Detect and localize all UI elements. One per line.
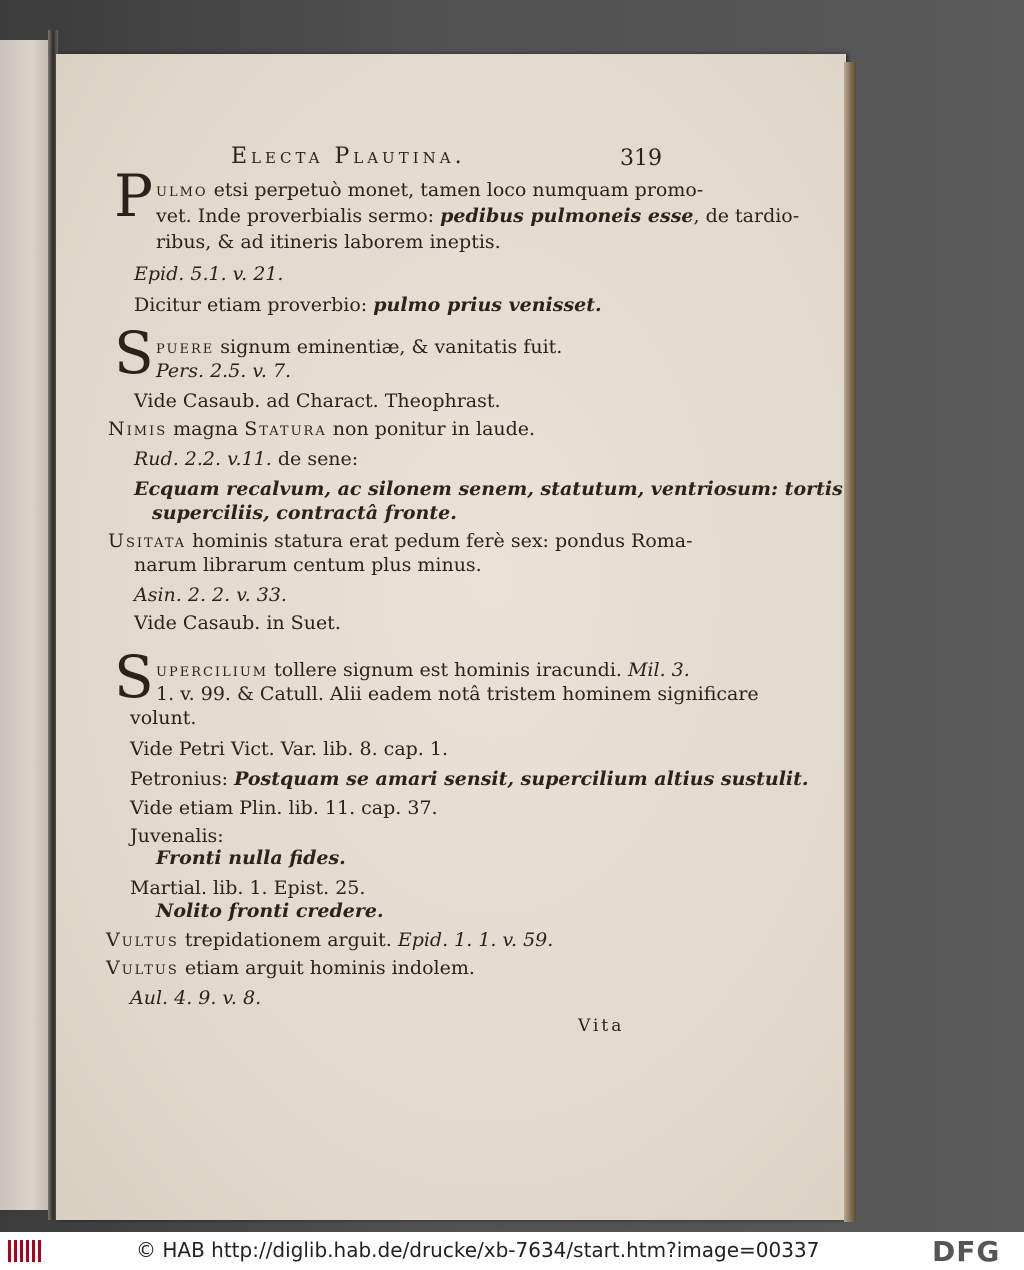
citation: Rud. 2.2. v.11. bbox=[134, 448, 272, 470]
running-head: Electa Plautina. bbox=[231, 144, 466, 169]
footer-bar bbox=[0, 1232, 1024, 1270]
text-span: etiam arguit hominis indolem. bbox=[178, 957, 475, 979]
keyword: Vultus bbox=[106, 957, 179, 979]
drop-cap-p: P bbox=[114, 162, 154, 230]
text-line bbox=[106, 957, 475, 979]
quotation: pedibus pulmoneis esse bbox=[440, 205, 694, 227]
keyword: Statura bbox=[244, 418, 327, 440]
text-line bbox=[106, 929, 553, 951]
text-span: hominis statura erat pedum ferè sex: pondus Roma- bbox=[186, 530, 693, 552]
drop-cap-s: S bbox=[114, 643, 154, 711]
page-content bbox=[56, 54, 846, 1220]
text-line bbox=[134, 294, 602, 316]
citation: Pers. 2.5. v. 7. bbox=[156, 360, 292, 382]
text-span: Petronius: bbox=[130, 768, 235, 790]
citation: Mil. 3. bbox=[627, 659, 690, 681]
quotation: Fronti nulla fides. bbox=[156, 847, 346, 869]
drop-cap-s: S bbox=[114, 319, 154, 387]
quotation: Postquam se amari sensit, supercilium altius sustulit. bbox=[234, 768, 809, 790]
citation: Aul. 4. 9. v. 8. bbox=[130, 987, 262, 1009]
text-line: 1. v. 99. & Catull. Alii eadem notâ tristem hominem significare bbox=[156, 683, 759, 705]
text-span: non ponitur in laude. bbox=[326, 418, 536, 440]
text-line bbox=[108, 418, 535, 440]
text-line bbox=[108, 530, 693, 552]
keyword: upercilium bbox=[156, 659, 269, 681]
book-page bbox=[56, 54, 846, 1220]
quotation: Nolito fronti credere. bbox=[156, 900, 384, 922]
catchword: Vita bbox=[578, 1016, 625, 1036]
keyword: Nimis bbox=[108, 418, 168, 440]
keyword: puere bbox=[156, 336, 215, 358]
page-number: 319 bbox=[620, 146, 662, 171]
text-line bbox=[156, 205, 799, 227]
text-line bbox=[156, 659, 690, 681]
dfg-logo: DFG bbox=[932, 1235, 1001, 1268]
keyword: Vultus bbox=[106, 929, 179, 951]
text-span: de sene: bbox=[271, 448, 359, 470]
library-barcode-icon bbox=[6, 1236, 46, 1266]
text-line: ribus, & ad itineris laborem ineptis. bbox=[156, 231, 501, 253]
keyword: ulmo bbox=[156, 179, 208, 201]
text-span: , de tardio- bbox=[693, 205, 800, 227]
page-block-edge bbox=[844, 62, 856, 1222]
text-span: Dicitur etiam proverbio: bbox=[134, 294, 374, 316]
text-span: magna bbox=[167, 418, 245, 440]
text-line: Martial. lib. 1. Epist. 25. bbox=[130, 877, 366, 899]
text-line: Vide Casaub. ad Charact. Theophrast. bbox=[134, 390, 501, 412]
text-span: etsi perpetuò monet, tamen loco numquam promo- bbox=[207, 179, 704, 201]
citation: Epid. 5.1. v. 21. bbox=[134, 263, 284, 285]
text-span: vet. Inde proverbialis sermo: bbox=[156, 205, 441, 227]
quotation: superciliis, contractâ fronte. bbox=[152, 502, 457, 524]
citation: Epid. 1. 1. v. 59. bbox=[397, 929, 554, 951]
text-line: Vide etiam Plin. lib. 11. cap. 37. bbox=[130, 797, 438, 819]
text-line bbox=[156, 336, 562, 358]
text-line: narum librarum centum plus minus. bbox=[134, 554, 482, 576]
copyright-link[interactable]: © HAB http://diglib.hab.de/drucke/xb-7634/start.htm?image=00337 bbox=[136, 1238, 820, 1262]
text-span: signum eminentiæ, & vanitatis fuit. bbox=[214, 336, 563, 358]
text-line bbox=[130, 768, 809, 790]
text-line: Vide Petri Vict. Var. lib. 8. cap. 1. bbox=[130, 738, 449, 760]
text-span: tollere signum est hominis iracundi. bbox=[268, 659, 628, 681]
text-line: Vide Casaub. in Suet. bbox=[134, 612, 341, 634]
keyword: Usitata bbox=[108, 530, 187, 552]
previous-page-edge bbox=[0, 40, 52, 1210]
quotation: pulmo prius venisset. bbox=[373, 294, 602, 316]
text-line: Juvenalis: bbox=[130, 825, 224, 847]
text-line: volunt. bbox=[130, 707, 197, 729]
text-line bbox=[134, 448, 358, 470]
citation: Asin. 2. 2. v. 33. bbox=[134, 584, 287, 606]
text-line bbox=[156, 179, 703, 201]
quotation: Ecquam recalvum, ac silonem senem, statutum, ventriosum: tortis bbox=[134, 478, 843, 500]
text-span: trepidationem arguit. bbox=[178, 929, 398, 951]
